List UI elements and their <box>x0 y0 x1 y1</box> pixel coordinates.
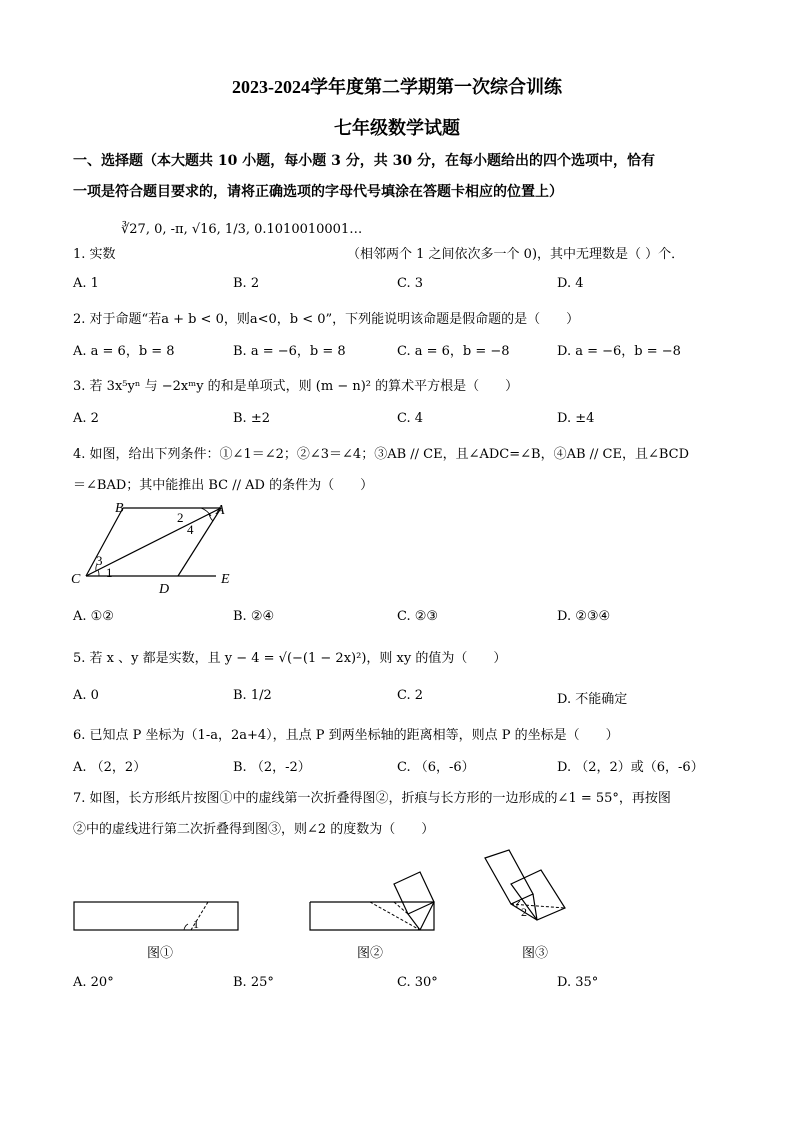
question-1 <box>73 243 116 262</box>
question-2 <box>73 308 579 327</box>
question-6 <box>73 724 619 743</box>
question-text: 若 x 、y 都是实数，且 y − 4 = √(−(1 − 2x)²)，则 xy 的值为（ ） <box>89 651 507 666</box>
vertex-label-e: E <box>221 572 230 587</box>
vertex-label-a: A <box>216 503 225 518</box>
question-7 <box>73 787 671 806</box>
fold-figure-2 <box>308 862 442 938</box>
section-heading-line1: 一、选择题（本大题共 10 小题，每小题 3 分，共 30 分，在每小题给出的四个选项中，恰有 <box>73 153 655 169</box>
question-number: 1. <box>73 247 86 262</box>
option-c[interactable]: C. 2 <box>397 688 424 703</box>
option-c[interactable]: C. 4 <box>397 411 424 426</box>
question-3 <box>73 375 518 394</box>
question-number: 2. <box>73 312 86 327</box>
option-d[interactable]: D. 35° <box>557 975 599 990</box>
option-d[interactable]: D. （2，2）或（6，-6） <box>557 760 704 775</box>
question-number: 3. <box>73 379 86 394</box>
page-subtitle: 七年级数学试题 <box>334 118 460 138</box>
question-number: 4. <box>73 447 86 462</box>
option-d[interactable]: D. 不能确定 <box>557 692 628 707</box>
question-1-numbers: ∛27, 0, -π, √16, 1/3, 0.1010010001… <box>121 222 363 237</box>
option-b[interactable]: B. （2，-2） <box>233 760 311 775</box>
figure-caption-1: 图① <box>147 946 174 961</box>
option-c[interactable]: C. 3 <box>397 276 424 291</box>
question-7-line2: ②中的虚线进行第二次折叠得到图③，则∠2 的度数为（ ） <box>73 822 435 837</box>
question-number: 6. <box>73 728 86 743</box>
question-text-line1: 如图，长方形纸片按图①中的虚线第一次折叠得图②，折痕与长方形的一边形成的∠1 = 55°，再按图 <box>89 791 671 806</box>
option-b[interactable]: B. ±2 <box>233 411 270 426</box>
option-c[interactable]: C. a = 6，b = −8 <box>397 344 510 359</box>
option-a[interactable]: A. 0 <box>73 688 99 703</box>
angle-label-1: 1 <box>193 917 199 931</box>
question-1-text: （相邻两个 1 之间依次多一个 0)，其中无理数是（ ）个． <box>347 247 685 262</box>
angle-label-2: 2 <box>177 510 184 525</box>
figure-caption-3: 图③ <box>522 946 549 961</box>
option-b[interactable]: B. 2 <box>233 276 260 291</box>
option-d[interactable]: D. ±4 <box>557 411 595 426</box>
option-a[interactable]: A. 20° <box>73 975 114 990</box>
vertex-label-b: B <box>115 501 124 516</box>
figure-caption-2: 图② <box>357 946 384 961</box>
option-a[interactable]: A. （2，2） <box>73 760 147 775</box>
question-number: 7. <box>73 791 86 806</box>
question-text: 对于命题“若a + b < 0，则a<0，b < 0”，下列能说明该命题是假命题的是（ ） <box>89 312 580 327</box>
option-a[interactable]: A. a = 6，b = 8 <box>73 344 175 359</box>
question-text-line1: 如图，给出下列条件：①∠1＝∠2；②∠3＝∠4；③AB // CE，且∠ADC=∠B，④AB // CE，且∠BCD <box>89 447 690 462</box>
option-a[interactable]: A. 2 <box>73 411 99 426</box>
fold-figure-3 <box>483 848 575 936</box>
option-a[interactable]: A. 1 <box>73 276 99 291</box>
angle-label-2: 2 <box>521 905 527 919</box>
option-b[interactable]: B. a = −6，b = 8 <box>233 344 346 359</box>
question-text: 已知点 P 坐标为（1-a，2a+4），且点 P 到两坐标轴的距离相等，则点 P 的坐标是（ ） <box>89 728 619 743</box>
option-d[interactable]: D. ②③④ <box>557 609 611 624</box>
angle-label-4: 4 <box>187 522 194 537</box>
question-text: 若 3x⁵yⁿ 与 −2xᵐy 的和是单项式，则 (m − n)² 的算术平方根是（ ） <box>89 379 519 394</box>
fold-figure-1 <box>72 896 242 936</box>
option-d[interactable]: D. a = −6，b = −8 <box>557 344 681 359</box>
option-b[interactable]: B. ②④ <box>233 609 275 624</box>
parallelogram-figure <box>66 496 246 600</box>
angle-label-3: 3 <box>96 553 103 568</box>
question-4 <box>73 443 689 462</box>
option-c[interactable]: C. ②③ <box>397 609 439 624</box>
option-d[interactable]: D. 4 <box>557 276 584 291</box>
vertex-label-c: C <box>71 572 81 587</box>
section-heading-line2: 一项是符合题目要求的，请将正确选项的字母代号填涂在答题卡相应的位置上） <box>73 184 563 200</box>
option-b[interactable]: B. 1/2 <box>233 688 272 703</box>
question-number: 5. <box>73 651 86 666</box>
angle-label-1: 1 <box>106 565 113 580</box>
question-5 <box>73 647 506 666</box>
option-a[interactable]: A. ①② <box>73 609 114 624</box>
option-c[interactable]: C. 30° <box>397 975 438 990</box>
question-lead: 实数 <box>89 247 116 262</box>
option-b[interactable]: B. 25° <box>233 975 274 990</box>
option-c[interactable]: C. （6，-6） <box>397 760 475 775</box>
page-title: 2023-2024学年度第二学期第一次综合训练 <box>232 77 562 97</box>
question-4-line2: ＝∠BAD；其中能推出 BC // AD 的条件为（ ） <box>73 478 374 493</box>
vertex-label-d: D <box>159 582 170 597</box>
